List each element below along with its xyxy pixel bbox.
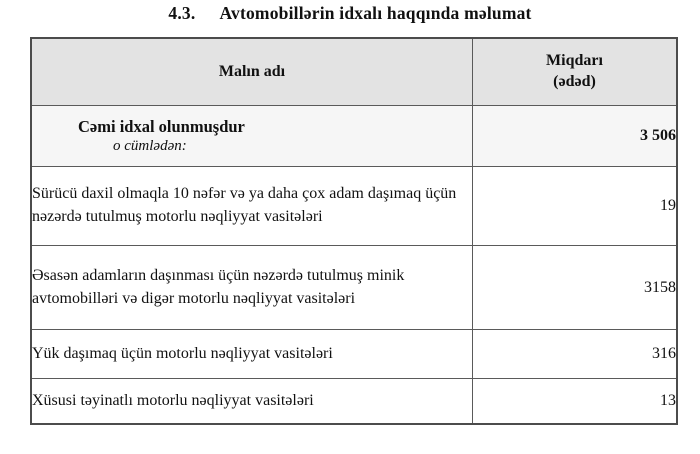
imports-table-container	[30, 37, 678, 425]
table-row	[31, 246, 677, 330]
table-row	[31, 330, 677, 379]
section-title-text: Avtomobillərin idxalı haqqında məlumat	[219, 3, 532, 23]
summary-label-cell	[31, 106, 473, 167]
column-header-quantity-line2: (ədəd)	[553, 73, 596, 90]
column-header-product-name: Malın adı	[31, 38, 473, 106]
row-label: Xüsusi təyinatlı motorlu nəqliyyat vasitələri	[31, 379, 473, 425]
section-title	[0, 0, 700, 24]
row-value: 13	[473, 379, 678, 425]
summary-label: Cəmi idxal olunmuşdur	[78, 117, 245, 136]
row-label: Əsasən adamların daşınması üçün nəzərdə tutulmuş minik avtomobilləri və digər motorlu nəqliyyat vasitələri	[31, 246, 473, 330]
table-header-row	[31, 38, 677, 106]
table-row	[31, 379, 677, 425]
summary-row	[31, 106, 677, 167]
car-imports-table	[30, 37, 678, 425]
column-header-quantity	[473, 38, 678, 106]
summary-sublabel: o cümlədən:	[113, 138, 187, 154]
row-value: 3158	[473, 246, 678, 330]
row-value: 19	[473, 167, 678, 246]
table-row	[31, 167, 677, 246]
row-label: Sürücü daxil olmaqla 10 nəfər və ya daha çox adam daşımaq üçün nəzərdə tutulmuş motorlu nəqliyyat vasitələri	[31, 167, 473, 246]
section-number: 4.3.	[168, 3, 196, 23]
row-value: 316	[473, 330, 678, 379]
column-header-quantity-line1: Miqdarı	[546, 52, 603, 70]
summary-value: 3 506	[473, 106, 678, 167]
row-label: Yük daşımaq üçün motorlu nəqliyyat vasitələri	[31, 330, 473, 379]
